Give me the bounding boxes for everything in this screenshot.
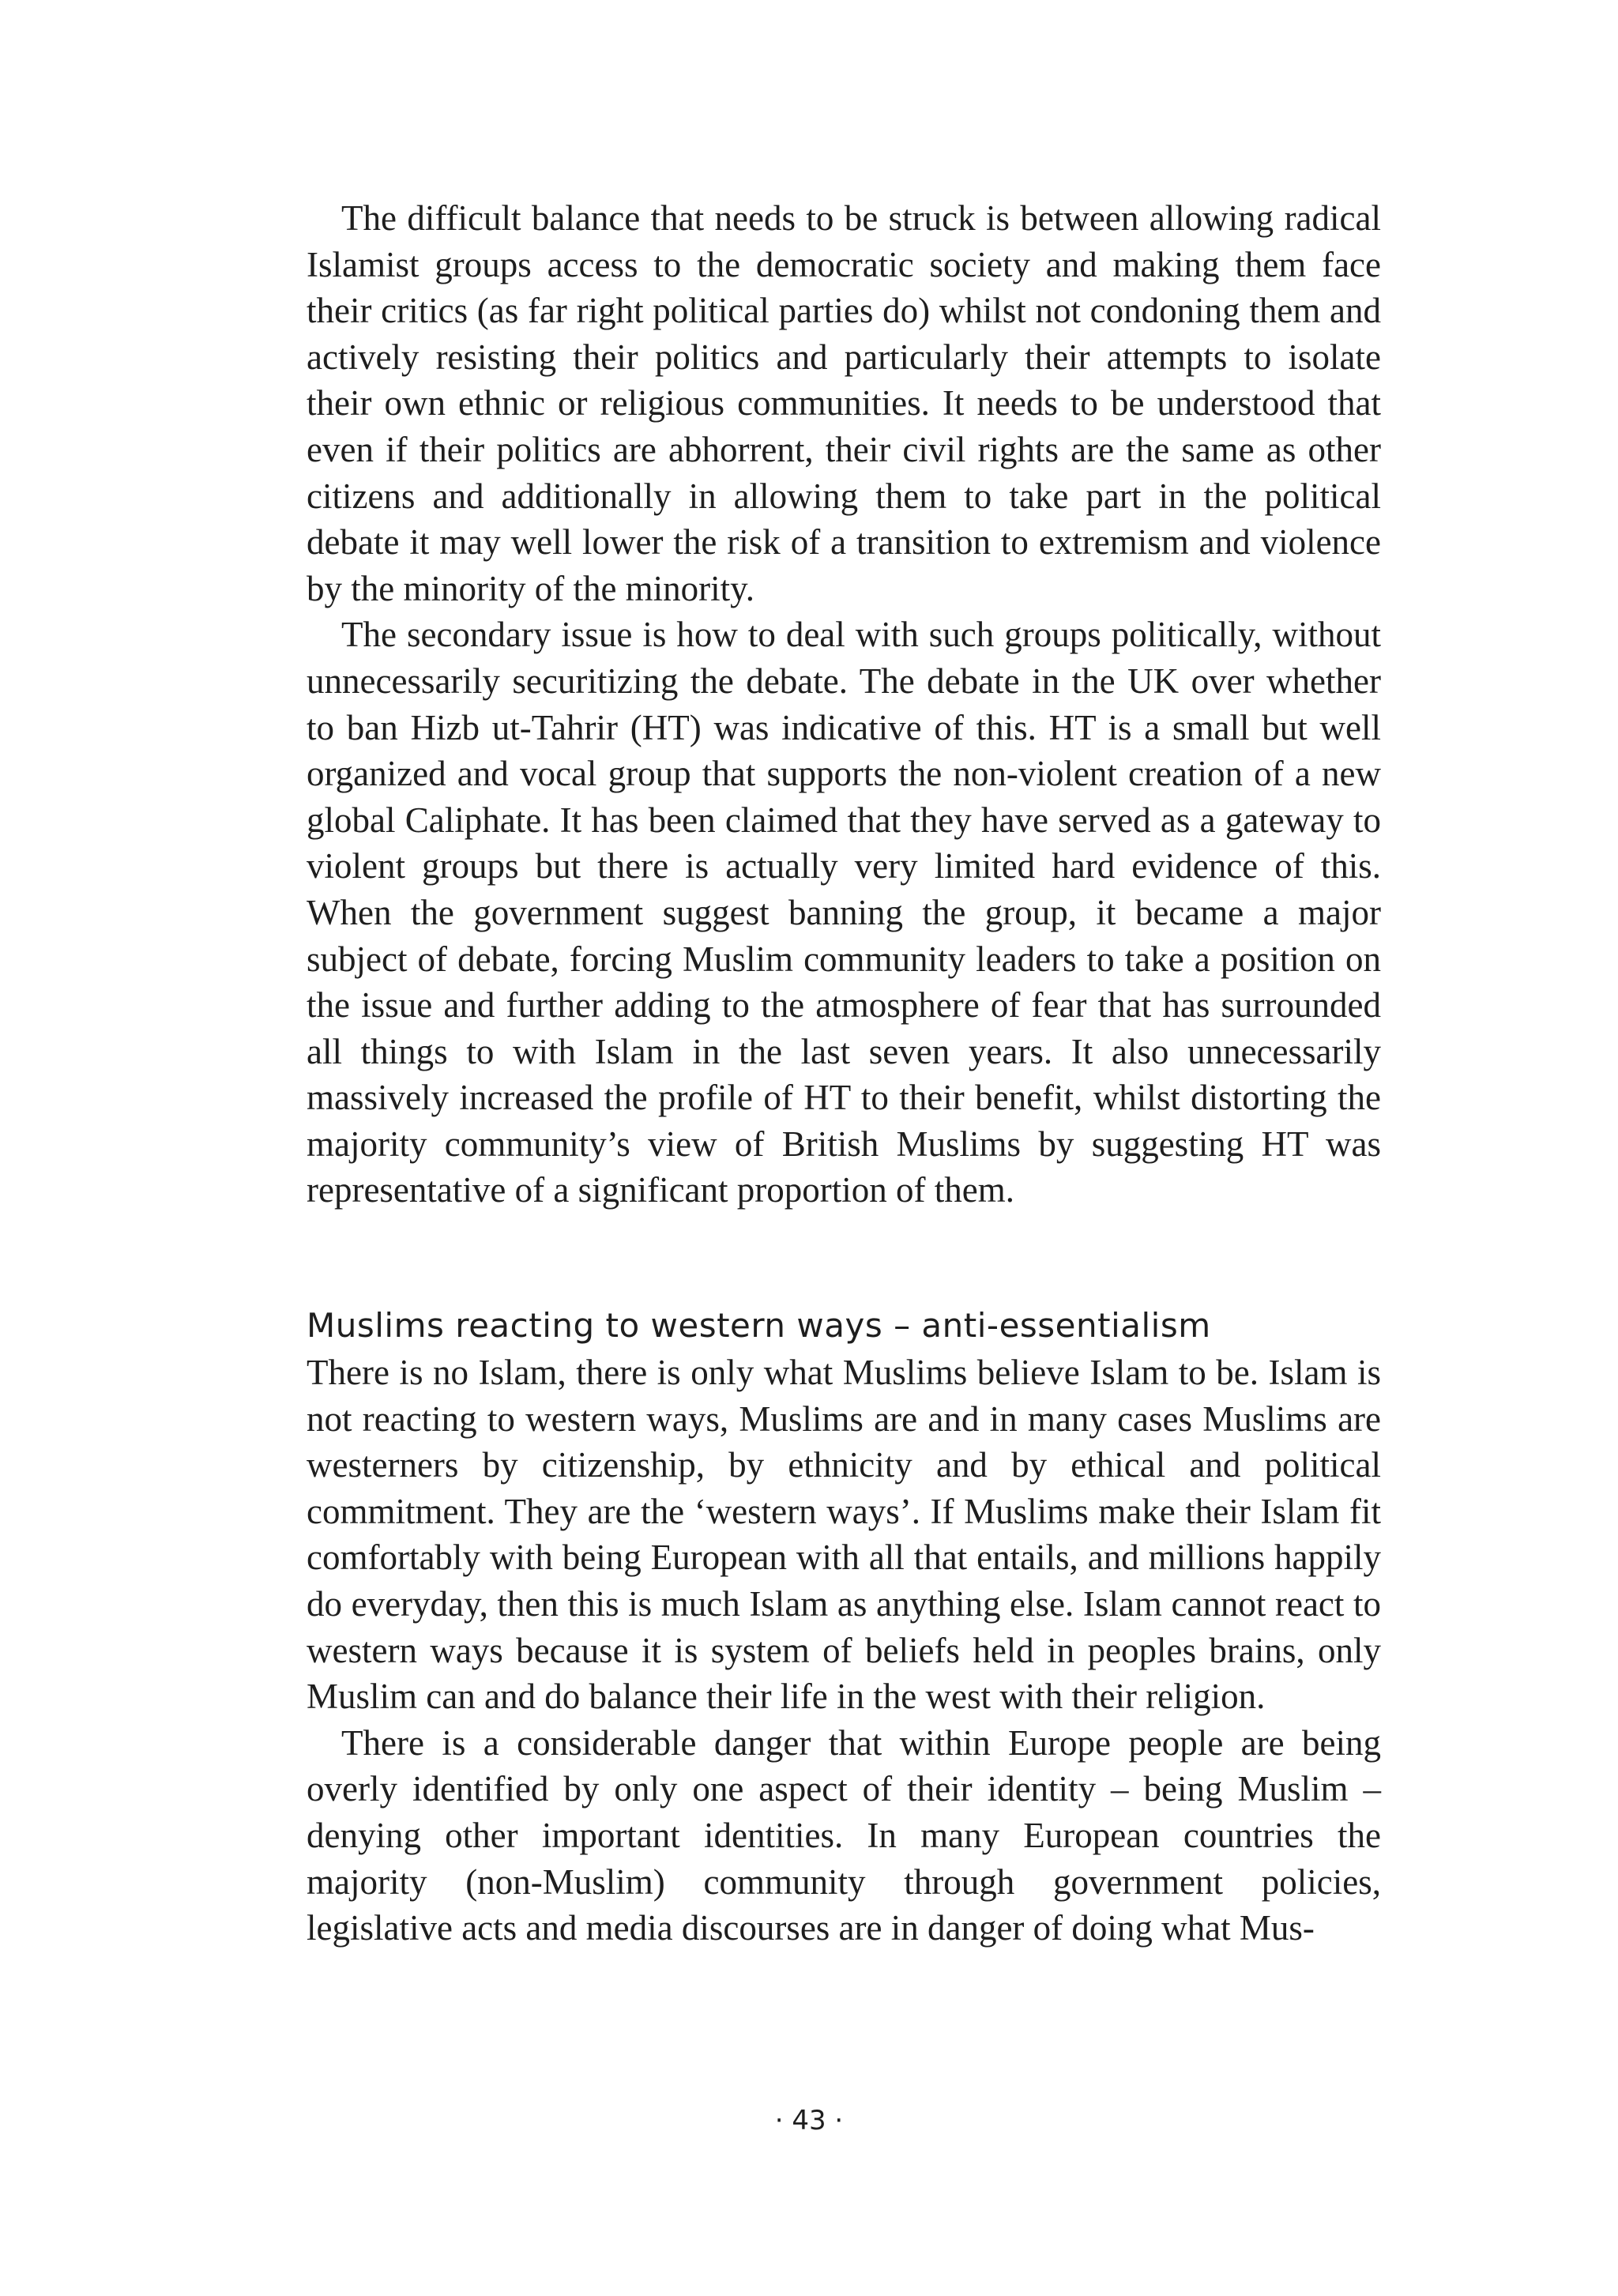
page-number: · 43 · — [774, 2105, 844, 2136]
body-text-bottom — [307, 1349, 1381, 1952]
paragraph-balance: The difficult balance that needs to be struck is between allowing radical Islamist groups access to the democratic society and making them face their critics (as far right political parties do) whilst not condoning them and actively resisting their politics and particularly their attempts to isolate their own ethnic or religious communities. It needs to be understood that even if their politics are abhorrent, their civil rights are the same as other citizens and additionally in allowing them to take part in the political debate it may well lower the risk of a transition to extremism and violence by the minority of the minority. — [307, 198, 1381, 608]
paragraph-considerable-danger: There is a considerable danger that within Europe people are being overly identified by only one aspect of their identity – being Muslim – denying other important identities. In many European countries the majority (non-Muslim) community through government policies, legislative acts and media discourses are in danger of doing what Mus- — [307, 1722, 1381, 1948]
paragraph-secondary-issue: The secondary issue is how to deal with such groups politically, without unnecessarily securitizing the debate. The debate in the UK over whether to ban Hizb ut-Tahrir (HT) was indicative of this. HT is a small but well organized and vocal group that supports the non-violent creation of a new global Caliphate. It has been claimed that they have served as a gateway to violent groups but there is actually very limited hard evidence of this. When the government suggest banning the group, it became a major subject of debate, forcing Muslim community leaders to take a position on the issue and further adding to the atmosphere of fear that has surrounded all things to with Islam in the last seven years. It also unnecessarily massively increased the profile of HT to their benefit, whilst distorting the majority community’s view of British Muslims by suggesting HT was representative of a significant proportion of them. — [307, 615, 1381, 1210]
section-heading: Muslims reacting to western ways – anti-essentialism — [307, 1306, 1211, 1345]
body-text-top — [307, 195, 1381, 1214]
paragraph-no-islam: There is no Islam, there is only what Muslims believe Islam to be. Islam is not reacting to western ways, Muslims are and in many cases Muslims are westerners by citizenship, by ethnicity and by ethical and political commitment. They are the ‘western ways’. If Muslims make their Islam fit comfortably with being European with all that entails, and millions happily do everyday, then this is much Islam as anything else. Islam cannot react to western ways because it is system of beliefs held in peoples brains, only Muslim can and do balance their life in the west with their religion. — [307, 1353, 1381, 1717]
